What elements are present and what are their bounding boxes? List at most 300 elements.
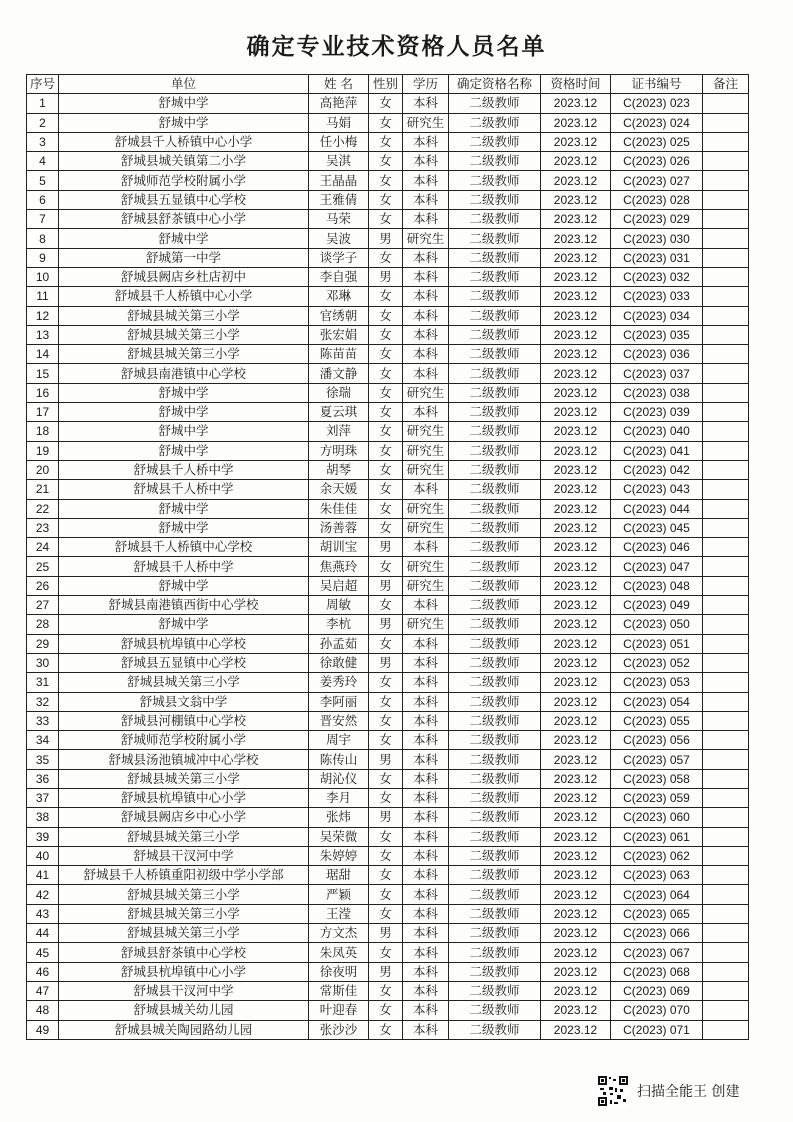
col-date-cell: 2023.12	[541, 904, 611, 923]
table-row	[27, 808, 749, 827]
col-unit-cell: 舒城中学	[59, 94, 309, 113]
col-qualification-cell: 二级教师	[449, 557, 541, 576]
col-unit-cell: 舒城县千人桥镇中心学校	[59, 538, 309, 557]
col-date-cell: 2023.12	[541, 981, 611, 1000]
col-index-cell: 35	[27, 750, 59, 769]
table-row	[27, 132, 749, 151]
col-date-cell: 2023.12	[541, 962, 611, 981]
col-education-cell: 研究生	[403, 615, 449, 634]
col-unit-cell: 舒城县城关第三小学	[59, 885, 309, 904]
col-index-cell: 1	[27, 94, 59, 113]
col-certificate-cell: C(2023) 034	[611, 306, 703, 325]
col-unit-cell: 舒城县千人桥镇中心小学	[59, 132, 309, 151]
col-qualification-cell: 二级教师	[449, 827, 541, 846]
col-unit-cell: 舒城中学	[59, 499, 309, 518]
col-education-cell: 本科	[403, 1001, 449, 1020]
col-index-cell: 15	[27, 364, 59, 383]
header-col-certificate: 证书编号	[611, 75, 703, 94]
col-unit-cell: 舒城中学	[59, 383, 309, 402]
col-education-cell: 本科	[403, 152, 449, 171]
col-education-cell: 本科	[403, 480, 449, 499]
col-index-cell: 37	[27, 788, 59, 807]
col-gender-cell: 女	[369, 827, 403, 846]
table-row	[27, 441, 749, 460]
col-name-cell: 方文杰	[309, 924, 369, 943]
col-gender-cell: 女	[369, 94, 403, 113]
col-remark-cell	[703, 557, 749, 576]
col-index-cell: 3	[27, 132, 59, 151]
col-qualification-cell: 二级教师	[449, 171, 541, 190]
table-row	[27, 962, 749, 981]
col-unit-cell: 舒城县南港镇中心学校	[59, 364, 309, 383]
col-date-cell: 2023.12	[541, 325, 611, 344]
col-date-cell: 2023.12	[541, 460, 611, 479]
col-remark-cell	[703, 518, 749, 537]
col-gender-cell: 女	[369, 287, 403, 306]
col-gender-cell: 男	[369, 576, 403, 595]
table-header-row	[27, 75, 749, 94]
col-index-cell: 34	[27, 731, 59, 750]
col-certificate-cell: C(2023) 041	[611, 441, 703, 460]
col-education-cell: 本科	[403, 132, 449, 151]
col-qualification-cell: 二级教师	[449, 113, 541, 132]
col-certificate-cell: C(2023) 068	[611, 962, 703, 981]
col-name-cell: 徐瑞	[309, 383, 369, 402]
table-row	[27, 827, 749, 846]
col-index-cell: 33	[27, 711, 59, 730]
col-index-cell: 6	[27, 190, 59, 209]
col-name-cell: 严颖	[309, 885, 369, 904]
col-date-cell: 2023.12	[541, 576, 611, 595]
table-row	[27, 267, 749, 286]
col-certificate-cell: C(2023) 028	[611, 190, 703, 209]
col-unit-cell: 舒城第一中学	[59, 248, 309, 267]
col-certificate-cell: C(2023) 050	[611, 615, 703, 634]
col-gender-cell: 女	[369, 480, 403, 499]
col-name-cell: 刘萍	[309, 422, 369, 441]
col-name-cell: 吴淇	[309, 152, 369, 171]
col-remark-cell	[703, 267, 749, 286]
col-certificate-cell: C(2023) 024	[611, 113, 703, 132]
col-gender-cell: 女	[369, 866, 403, 885]
col-certificate-cell: C(2023) 056	[611, 731, 703, 750]
table-row	[27, 325, 749, 344]
col-education-cell: 本科	[403, 596, 449, 615]
col-name-cell: 方明珠	[309, 441, 369, 460]
col-qualification-cell: 二级教师	[449, 499, 541, 518]
col-certificate-cell: C(2023) 053	[611, 673, 703, 692]
table-row	[27, 152, 749, 171]
col-qualification-cell: 二级教师	[449, 653, 541, 672]
col-education-cell: 研究生	[403, 460, 449, 479]
col-remark-cell	[703, 904, 749, 923]
col-certificate-cell: C(2023) 055	[611, 711, 703, 730]
col-certificate-cell: C(2023) 038	[611, 383, 703, 402]
col-index-cell: 32	[27, 692, 59, 711]
col-unit-cell: 舒城县干汊河中学	[59, 981, 309, 1000]
col-gender-cell: 女	[369, 248, 403, 267]
col-remark-cell	[703, 731, 749, 750]
col-name-cell: 王晶晶	[309, 171, 369, 190]
col-name-cell: 焦燕玲	[309, 557, 369, 576]
col-remark-cell	[703, 1020, 749, 1039]
col-name-cell: 琚甜	[309, 866, 369, 885]
col-name-cell: 马娟	[309, 113, 369, 132]
col-remark-cell	[703, 325, 749, 344]
col-qualification-cell: 二级教师	[449, 229, 541, 248]
col-gender-cell: 女	[369, 171, 403, 190]
col-index-cell: 47	[27, 981, 59, 1000]
col-gender-cell: 男	[369, 962, 403, 981]
table-row	[27, 306, 749, 325]
col-education-cell: 本科	[403, 924, 449, 943]
col-remark-cell	[703, 788, 749, 807]
col-index-cell: 23	[27, 518, 59, 537]
table-row	[27, 904, 749, 923]
col-date-cell: 2023.12	[541, 692, 611, 711]
col-education-cell: 本科	[403, 904, 449, 923]
table-row	[27, 229, 749, 248]
col-name-cell: 姜秀玲	[309, 673, 369, 692]
col-qualification-cell: 二级教师	[449, 460, 541, 479]
table-row	[27, 499, 749, 518]
col-date-cell: 2023.12	[541, 480, 611, 499]
col-unit-cell: 舒城县杭埠镇中心小学	[59, 788, 309, 807]
col-index-cell: 5	[27, 171, 59, 190]
col-unit-cell: 舒城县千人桥镇重阳初级中学小学部	[59, 866, 309, 885]
col-gender-cell: 男	[369, 229, 403, 248]
col-gender-cell: 女	[369, 383, 403, 402]
table-row	[27, 711, 749, 730]
col-name-cell: 孙孟茹	[309, 634, 369, 653]
col-education-cell: 本科	[403, 364, 449, 383]
col-education-cell: 本科	[403, 538, 449, 557]
table-row	[27, 557, 749, 576]
col-name-cell: 吴启超	[309, 576, 369, 595]
table-row	[27, 403, 749, 422]
col-name-cell: 马荣	[309, 210, 369, 229]
col-gender-cell: 女	[369, 769, 403, 788]
col-date-cell: 2023.12	[541, 422, 611, 441]
col-unit-cell: 舒城县南港镇西街中心学校	[59, 596, 309, 615]
col-qualification-cell: 二级教师	[449, 132, 541, 151]
col-qualification-cell: 二级教师	[449, 904, 541, 923]
col-unit-cell: 舒城中学	[59, 615, 309, 634]
col-certificate-cell: C(2023) 026	[611, 152, 703, 171]
col-index-cell: 21	[27, 480, 59, 499]
col-remark-cell	[703, 422, 749, 441]
col-date-cell: 2023.12	[541, 306, 611, 325]
col-index-cell: 41	[27, 866, 59, 885]
col-gender-cell: 女	[369, 499, 403, 518]
col-education-cell: 本科	[403, 248, 449, 267]
col-unit-cell: 舒城县城关第三小学	[59, 345, 309, 364]
col-education-cell: 本科	[403, 711, 449, 730]
col-education-cell: 本科	[403, 403, 449, 422]
col-remark-cell	[703, 596, 749, 615]
table-row	[27, 113, 749, 132]
col-education-cell: 本科	[403, 306, 449, 325]
col-qualification-cell: 二级教师	[449, 306, 541, 325]
col-remark-cell	[703, 210, 749, 229]
col-index-cell: 10	[27, 267, 59, 286]
col-certificate-cell: C(2023) 039	[611, 403, 703, 422]
col-gender-cell: 女	[369, 325, 403, 344]
col-gender-cell: 男	[369, 615, 403, 634]
col-remark-cell	[703, 229, 749, 248]
col-gender-cell: 女	[369, 846, 403, 865]
table-row	[27, 924, 749, 943]
col-certificate-cell: C(2023) 025	[611, 132, 703, 151]
col-qualification-cell: 二级教师	[449, 383, 541, 402]
col-remark-cell	[703, 441, 749, 460]
col-education-cell: 本科	[403, 750, 449, 769]
scanner-watermark	[597, 1074, 739, 1108]
col-unit-cell: 舒城中学	[59, 422, 309, 441]
col-certificate-cell: C(2023) 043	[611, 480, 703, 499]
col-unit-cell: 舒城县阙店乡杜店初中	[59, 267, 309, 286]
col-name-cell: 周敏	[309, 596, 369, 615]
col-remark-cell	[703, 615, 749, 634]
col-date-cell: 2023.12	[541, 808, 611, 827]
col-certificate-cell: C(2023) 035	[611, 325, 703, 344]
col-name-cell: 胡训宝	[309, 538, 369, 557]
col-unit-cell: 舒城县城关第三小学	[59, 827, 309, 846]
col-education-cell: 本科	[403, 171, 449, 190]
header-col-index: 序号	[27, 75, 59, 94]
col-certificate-cell: C(2023) 029	[611, 210, 703, 229]
col-certificate-cell: C(2023) 047	[611, 557, 703, 576]
col-unit-cell: 舒城师范学校附属小学	[59, 171, 309, 190]
col-certificate-cell: C(2023) 042	[611, 460, 703, 479]
col-index-cell: 26	[27, 576, 59, 595]
col-qualification-cell: 二级教师	[449, 1020, 541, 1039]
col-education-cell: 研究生	[403, 557, 449, 576]
col-qualification-cell: 二级教师	[449, 808, 541, 827]
col-remark-cell	[703, 750, 749, 769]
col-date-cell: 2023.12	[541, 846, 611, 865]
col-name-cell: 张炜	[309, 808, 369, 827]
col-date-cell: 2023.12	[541, 499, 611, 518]
col-education-cell: 本科	[403, 731, 449, 750]
col-name-cell: 徐敢健	[309, 653, 369, 672]
col-unit-cell: 舒城中学	[59, 576, 309, 595]
col-certificate-cell: C(2023) 066	[611, 924, 703, 943]
col-index-cell: 24	[27, 538, 59, 557]
table-row	[27, 364, 749, 383]
table-row	[27, 750, 749, 769]
col-index-cell: 31	[27, 673, 59, 692]
col-gender-cell: 女	[369, 596, 403, 615]
header-col-unit: 单位	[59, 75, 309, 94]
col-certificate-cell: C(2023) 049	[611, 596, 703, 615]
col-remark-cell	[703, 808, 749, 827]
col-certificate-cell: C(2023) 057	[611, 750, 703, 769]
col-education-cell: 研究生	[403, 422, 449, 441]
col-certificate-cell: C(2023) 065	[611, 904, 703, 923]
col-date-cell: 2023.12	[541, 171, 611, 190]
table-row	[27, 345, 749, 364]
col-education-cell: 本科	[403, 267, 449, 286]
col-qualification-cell: 二级教师	[449, 615, 541, 634]
col-name-cell: 吴荣微	[309, 827, 369, 846]
col-qualification-cell: 二级教师	[449, 692, 541, 711]
col-date-cell: 2023.12	[541, 731, 611, 750]
col-name-cell: 胡沁仪	[309, 769, 369, 788]
table-row	[27, 1020, 749, 1039]
col-index-cell: 38	[27, 808, 59, 827]
col-certificate-cell: C(2023) 064	[611, 885, 703, 904]
col-date-cell: 2023.12	[541, 885, 611, 904]
col-name-cell: 王滢	[309, 904, 369, 923]
col-gender-cell: 女	[369, 634, 403, 653]
col-name-cell: 谈学子	[309, 248, 369, 267]
col-name-cell: 晋安然	[309, 711, 369, 730]
col-unit-cell: 舒城师范学校附属小学	[59, 731, 309, 750]
col-name-cell: 徐夜明	[309, 962, 369, 981]
col-date-cell: 2023.12	[541, 94, 611, 113]
col-qualification-cell: 二级教师	[449, 634, 541, 653]
col-date-cell: 2023.12	[541, 229, 611, 248]
col-gender-cell: 女	[369, 113, 403, 132]
col-qualification-cell: 二级教师	[449, 287, 541, 306]
col-gender-cell: 男	[369, 808, 403, 827]
col-education-cell: 本科	[403, 692, 449, 711]
col-index-cell: 43	[27, 904, 59, 923]
page-title: 确定专业技术资格人员名单	[246, 34, 547, 60]
col-date-cell: 2023.12	[541, 287, 611, 306]
col-date-cell: 2023.12	[541, 364, 611, 383]
col-unit-cell: 舒城县城关陶园路幼儿园	[59, 1020, 309, 1039]
table-row	[27, 769, 749, 788]
col-name-cell: 吴波	[309, 229, 369, 248]
col-education-cell: 本科	[403, 846, 449, 865]
col-certificate-cell: C(2023) 060	[611, 808, 703, 827]
col-education-cell: 本科	[403, 885, 449, 904]
col-date-cell: 2023.12	[541, 383, 611, 402]
col-index-cell: 39	[27, 827, 59, 846]
col-date-cell: 2023.12	[541, 538, 611, 557]
col-date-cell: 2023.12	[541, 557, 611, 576]
col-remark-cell	[703, 94, 749, 113]
col-gender-cell: 女	[369, 441, 403, 460]
header-col-name: 姓 名	[309, 75, 369, 94]
col-remark-cell	[703, 480, 749, 499]
table-row	[27, 248, 749, 267]
col-name-cell: 张沙沙	[309, 1020, 369, 1039]
col-qualification-cell: 二级教师	[449, 981, 541, 1000]
col-index-cell: 48	[27, 1001, 59, 1020]
watermark-text: 扫描全能王 创建	[637, 1084, 740, 1100]
table-row	[27, 1001, 749, 1020]
col-index-cell: 8	[27, 229, 59, 248]
col-remark-cell	[703, 190, 749, 209]
col-name-cell: 潘文静	[309, 364, 369, 383]
col-qualification-cell: 二级教师	[449, 345, 541, 364]
col-qualification-cell: 二级教师	[449, 325, 541, 344]
col-remark-cell	[703, 248, 749, 267]
col-unit-cell: 舒城县文翁中学	[59, 692, 309, 711]
col-qualification-cell: 二级教师	[449, 673, 541, 692]
col-date-cell: 2023.12	[541, 441, 611, 460]
table-row	[27, 596, 749, 615]
col-certificate-cell: C(2023) 052	[611, 653, 703, 672]
col-qualification-cell: 二级教师	[449, 538, 541, 557]
col-gender-cell: 女	[369, 345, 403, 364]
col-qualification-cell: 二级教师	[449, 866, 541, 885]
col-education-cell: 本科	[403, 981, 449, 1000]
col-remark-cell	[703, 171, 749, 190]
col-qualification-cell: 二级教师	[449, 480, 541, 499]
col-gender-cell: 女	[369, 364, 403, 383]
col-unit-cell: 舒城县城关第三小学	[59, 325, 309, 344]
col-qualification-cell: 二级教师	[449, 596, 541, 615]
col-remark-cell	[703, 866, 749, 885]
col-date-cell: 2023.12	[541, 152, 611, 171]
table-row	[27, 171, 749, 190]
col-qualification-cell: 二级教师	[449, 364, 541, 383]
col-remark-cell	[703, 634, 749, 653]
col-gender-cell: 男	[369, 267, 403, 286]
col-unit-cell: 舒城中学	[59, 229, 309, 248]
col-certificate-cell: C(2023) 027	[611, 171, 703, 190]
col-remark-cell	[703, 287, 749, 306]
roster-table	[26, 74, 749, 1040]
col-date-cell: 2023.12	[541, 750, 611, 769]
col-certificate-cell: C(2023) 062	[611, 846, 703, 865]
col-unit-cell: 舒城县城关镇第二小学	[59, 152, 309, 171]
col-remark-cell	[703, 1001, 749, 1020]
col-gender-cell: 男	[369, 924, 403, 943]
header-col-qualification: 确定资格名称	[449, 75, 541, 94]
col-gender-cell: 男	[369, 538, 403, 557]
col-remark-cell	[703, 460, 749, 479]
col-name-cell: 余天媛	[309, 480, 369, 499]
col-date-cell: 2023.12	[541, 866, 611, 885]
col-certificate-cell: C(2023) 051	[611, 634, 703, 653]
col-name-cell: 李阿丽	[309, 692, 369, 711]
col-certificate-cell: C(2023) 061	[611, 827, 703, 846]
col-index-cell: 49	[27, 1020, 59, 1039]
col-name-cell: 李杭	[309, 615, 369, 634]
col-qualification-cell: 二级教师	[449, 846, 541, 865]
col-gender-cell: 女	[369, 692, 403, 711]
col-index-cell: 42	[27, 885, 59, 904]
col-education-cell: 本科	[403, 653, 449, 672]
col-name-cell: 王雅倩	[309, 190, 369, 209]
table-row	[27, 653, 749, 672]
col-name-cell: 朱婷婷	[309, 846, 369, 865]
col-name-cell: 李自强	[309, 267, 369, 286]
table-row	[27, 885, 749, 904]
col-index-cell: 7	[27, 210, 59, 229]
col-unit-cell: 舒城县五显镇中心学校	[59, 190, 309, 209]
col-date-cell: 2023.12	[541, 403, 611, 422]
col-index-cell: 45	[27, 943, 59, 962]
table-row	[27, 981, 749, 1000]
col-date-cell: 2023.12	[541, 943, 611, 962]
col-qualification-cell: 二级教师	[449, 924, 541, 943]
col-unit-cell: 舒城县城关第三小学	[59, 904, 309, 923]
col-education-cell: 本科	[403, 808, 449, 827]
col-date-cell: 2023.12	[541, 345, 611, 364]
col-unit-cell: 舒城县城关幼儿园	[59, 1001, 309, 1020]
col-qualification-cell: 二级教师	[449, 152, 541, 171]
col-certificate-cell: C(2023) 033	[611, 287, 703, 306]
col-date-cell: 2023.12	[541, 132, 611, 151]
col-date-cell: 2023.12	[541, 248, 611, 267]
col-gender-cell: 女	[369, 731, 403, 750]
